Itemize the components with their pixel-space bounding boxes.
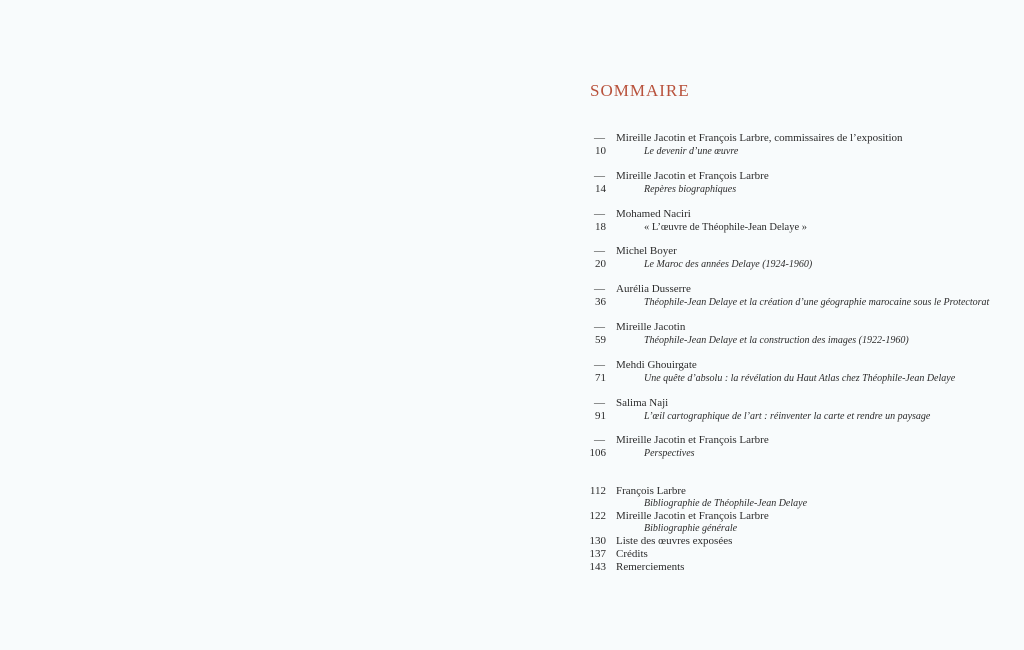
toc-entry: [586, 359, 1006, 397]
toc-page-number: 71: [595, 371, 606, 384]
toc-author: Mehdi Ghouirgate: [616, 358, 697, 371]
toc-annex-label: Mireille Jacotin et François Larbre: [616, 510, 769, 523]
toc-subtitle: Théophile-Jean Delaye et la création d’une géographie marocaine sous le Protectorat: [644, 297, 990, 309]
toc-page-number: 91: [595, 409, 606, 422]
toc-annex-line: [586, 485, 1006, 498]
toc-entry: [586, 397, 1006, 435]
toc-page-number: 143: [589, 560, 606, 573]
toc-author: Mireille Jacotin et François Larbre: [616, 434, 769, 447]
toc-entry: [586, 170, 1006, 208]
toc-subtitle: Perspectives: [644, 448, 695, 460]
toc-subtitle: Bibliographie de Théophile-Jean Delaye: [644, 497, 808, 509]
toc-dash: —: [594, 396, 605, 409]
toc-annex-line: [586, 548, 1006, 561]
toc-annex-line: [586, 535, 1006, 548]
toc-entry: [586, 245, 1006, 283]
toc-annex-label: Liste des œuvres exposées: [616, 535, 733, 548]
toc-author: Mireille Jacotin et François Larbre, commissaires de l’exposition: [616, 132, 903, 144]
page-title: SOMMAIRE: [590, 81, 690, 100]
toc-entry-title-line: [586, 334, 1006, 347]
toc-annex: [586, 561, 1006, 574]
toc-entry-author-line: [586, 397, 1006, 410]
toc-dash: —: [594, 358, 605, 371]
toc-annexes: [586, 485, 1006, 573]
toc-subtitle: Bibliographie générale: [644, 522, 738, 534]
toc-entry: [586, 208, 1006, 246]
toc-subtitle: Théophile-Jean Delaye et la construction des images (1922-1960): [644, 334, 909, 346]
toc-annex: [586, 548, 1006, 561]
toc-page-number: 36: [595, 296, 606, 309]
toc-page-number: 130: [589, 535, 606, 548]
toc-annex-line: [586, 510, 1006, 523]
toc-entry: [586, 321, 1006, 359]
toc-entry-author-line: [586, 359, 1006, 372]
toc-page-number: 137: [589, 547, 606, 560]
toc-entry-title-line: [586, 296, 1006, 309]
toc-author: Salima Naji: [616, 396, 669, 409]
toc-page-number: 59: [595, 333, 606, 346]
toc-entry: [586, 132, 1006, 170]
toc-entry-author-line: [586, 434, 1006, 447]
toc-subtitle: Une quête d’absolu : la révélation du Haut Atlas chez Théophile-Jean Delaye: [644, 372, 956, 384]
toc-entry-title-line: [586, 221, 1006, 234]
toc-entry: [586, 434, 1006, 472]
toc-subtitle: L’œil cartographique de l’art : réinventer la carte et rendre un paysage: [644, 410, 931, 422]
toc-entries: [586, 132, 1006, 472]
toc-dash: —: [594, 169, 605, 182]
toc-entry-title-line: [586, 447, 1006, 460]
toc-page-number: 18: [595, 220, 606, 233]
toc-page-number: 14: [595, 182, 606, 195]
toc-subtitle: Repères biographiques: [644, 183, 737, 195]
toc-dash: —: [594, 434, 605, 447]
toc-author: Mohamed Naciri: [616, 207, 691, 220]
toc-entry: [586, 283, 1006, 321]
toc-dash: —: [594, 283, 605, 296]
toc-entry-title-line: [586, 410, 1006, 423]
toc-page-number: 20: [595, 258, 606, 271]
toc-entry-title-line: [586, 372, 1006, 385]
toc-annex-label: Remerciements: [616, 560, 685, 573]
toc-author: Mireille Jacotin et François Larbre: [616, 169, 769, 182]
toc-entry-title-line: [586, 183, 1006, 196]
toc-subtitle: « L’œuvre de Théophile-Jean Delaye »: [644, 221, 807, 233]
toc-annex: [586, 535, 1006, 548]
toc-subtitle: Le devenir d’une œuvre: [644, 146, 739, 157]
toc-annex: [586, 510, 1006, 535]
toc-entry-title-line: [586, 258, 1006, 271]
toc-author: Mireille Jacotin: [616, 320, 686, 333]
toc-dash: —: [594, 132, 605, 144]
toc-entry-author-line: [586, 321, 1006, 334]
toc-dash: —: [594, 245, 605, 258]
toc-annex-label: François Larbre: [616, 485, 686, 497]
toc-entry-title-line: [586, 145, 1006, 158]
toc-page-number: 10: [595, 145, 606, 157]
toc-annex-line: [586, 561, 1006, 574]
toc-entry-author-line: [586, 208, 1006, 221]
toc-entry-author-line: [586, 245, 1006, 258]
toc-entry-author-line: [586, 170, 1006, 183]
toc-annex-subtitle-line: [586, 498, 1006, 511]
toc-page-number: 106: [589, 447, 606, 460]
toc-subtitle: Le Maroc des années Delaye (1924-1960): [644, 259, 813, 271]
toc-annex-label: Crédits: [616, 547, 648, 560]
toc-entry-author-line: [586, 283, 1006, 296]
toc-annex: [586, 485, 1006, 510]
toc-dash: —: [594, 320, 605, 333]
toc-page-number: 122: [589, 510, 606, 523]
toc-annex-subtitle-line: [586, 523, 1006, 536]
toc-page-number: 112: [589, 485, 606, 497]
toc-dash: —: [594, 207, 605, 220]
toc-author: Michel Boyer: [616, 245, 677, 258]
toc-author: Aurélia Dusserre: [616, 283, 691, 296]
toc-entry-author-line: [586, 132, 1006, 145]
